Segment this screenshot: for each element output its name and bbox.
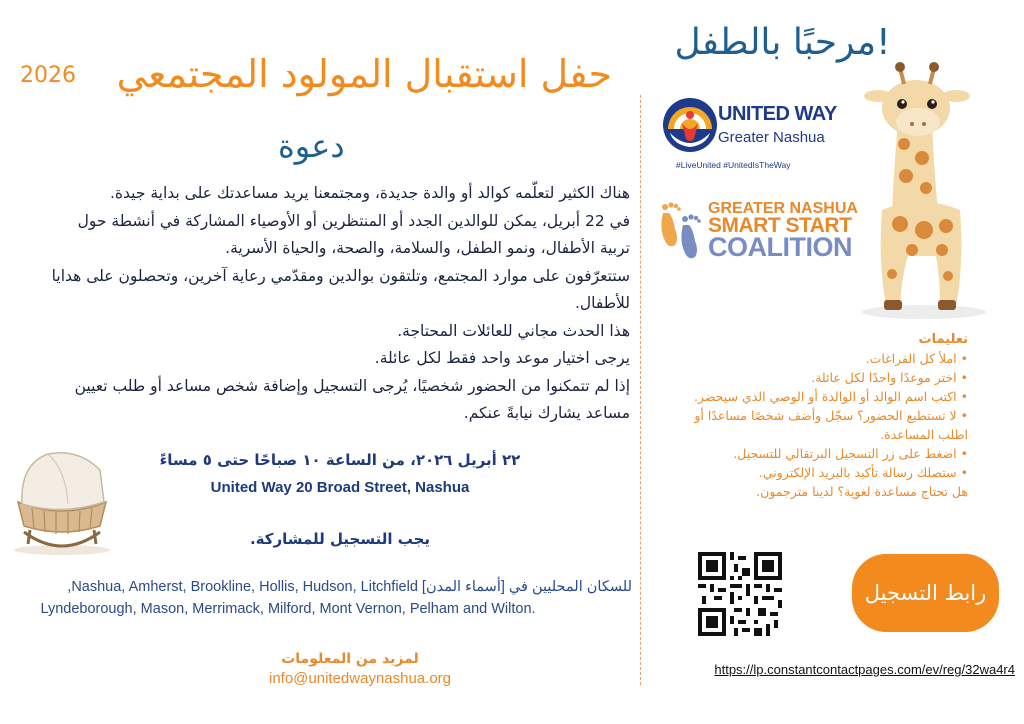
register-button[interactable]: رابط التسجيل	[852, 554, 999, 632]
instruction-item: • املأ كل الفراغات.	[865, 351, 968, 366]
instructions-panel	[655, 330, 968, 501]
footprints-icon	[655, 195, 705, 263]
more-info-label: لمزيد من المعلومات	[281, 651, 419, 667]
registration-required-note: يجب التسجيل للمشاركة.	[249, 530, 431, 548]
instruction-item: هل تحتاج مساعدة لغوية؟ لدينا مترجمون.	[756, 484, 968, 499]
united-way-hashtags: #LiveUnited #UnitedIsTheWay	[676, 160, 791, 170]
title-year: 2026	[20, 63, 76, 88]
smart-start-line-2: SMART START	[708, 214, 852, 237]
united-way-name: UNITED WAY	[718, 103, 837, 125]
column-divider	[640, 95, 641, 685]
qr-code-icon[interactable]	[698, 552, 782, 636]
instruction-item: • لا تستطيع الحضور؟ سجّل وأضف شخصًا مساعدًا أو	[694, 408, 968, 423]
body-line: تربية الأطفال، ونمو الطفل، والسلامة، والصحة، والحياة الأسرية.	[225, 239, 630, 257]
instruction-item: • اختر موعدًا واحدًا لكل عائلة.	[811, 370, 968, 385]
body-line: ستتعرّفون على موارد المجتمع، وتلتقون بوالدين ومقدّمي رعاية آخرين، وتحصلون على هدايا	[51, 266, 630, 285]
eligible-towns-line-2: Lyndeborough, Mason, Merrimack, Milford, Mont Vernon, Pelham and Wilton.	[40, 601, 536, 617]
page-title: حفل استقبال المولود المجتمعي	[116, 52, 612, 96]
event-location: United Way 20 Broad Street, Nashua	[210, 479, 470, 496]
contact-email[interactable]: info@unitedwaynashua.org	[268, 670, 451, 687]
smart-start-line-1: GREATER NASHUA	[708, 200, 858, 217]
event-date: ٢٢ أبريل ٢٠٢٦، من الساعة ١٠ صباحًا حتى ٥ مساءً	[159, 451, 521, 469]
registration-link[interactable]: https://lp.constantcontactpages.com/ev/reg/32wa4r4	[714, 662, 1015, 677]
body-line: يرجى اختيار موعد واحد فقط لكل عائلة.	[374, 349, 630, 367]
instruction-item: اطلب المساعدة.	[880, 427, 968, 442]
instruction-item: • اكتب اسم الوالد أو الوالدة أو الوصي الذي سيحضر.	[693, 389, 968, 404]
united-way-subtitle: Greater Nashua	[718, 129, 825, 146]
invitation-subtitle: دعوة	[278, 127, 345, 165]
body-line: في 22 أبريل، يمكن للوالدين الجدد أو المنتظرين أو الأوصياء المشاركة في أنشطة حول	[77, 211, 630, 230]
instruction-item: • اضغط على زر التسجيل البرتقالي للتسجيل.	[733, 446, 968, 461]
body-line: مساعد يشارك نيابةً عنكم.	[463, 404, 630, 422]
body-line: للأطفال.	[574, 294, 630, 312]
giraffe-illustration	[842, 60, 1002, 322]
instructions-title: تعليمات	[918, 332, 968, 347]
welcome-heading: !مرحبًا بالطفل	[674, 22, 891, 63]
smart-start-line-3: COALITION	[708, 232, 852, 262]
instruction-item: • ستصلك رسالة تأكيد بالبريد الإلكتروني.	[758, 465, 968, 480]
eligible-towns-line-1: للسكان المحليين في [أسماء المدن] Nashua, Amherst, Brookline, Hollis, Hudson, Litchfield,	[67, 579, 632, 595]
invitation-body	[18, 180, 630, 428]
body-line: هذا الحدث مجاني للعائلات المحتاجة.	[397, 321, 630, 340]
cradle-illustration	[8, 440, 116, 558]
body-line: إذا لم تتمكنوا من الحضور شخصيًا، يُرجى التسجيل وإضافة شخص مساعد أو طلب تعيين	[74, 376, 630, 395]
body-line: هناك الكثير لتعلّمه كوالد أو والدة جديدة، ومجتمعنا يريد مساعدتك على بداية جيدة.	[109, 184, 630, 202]
